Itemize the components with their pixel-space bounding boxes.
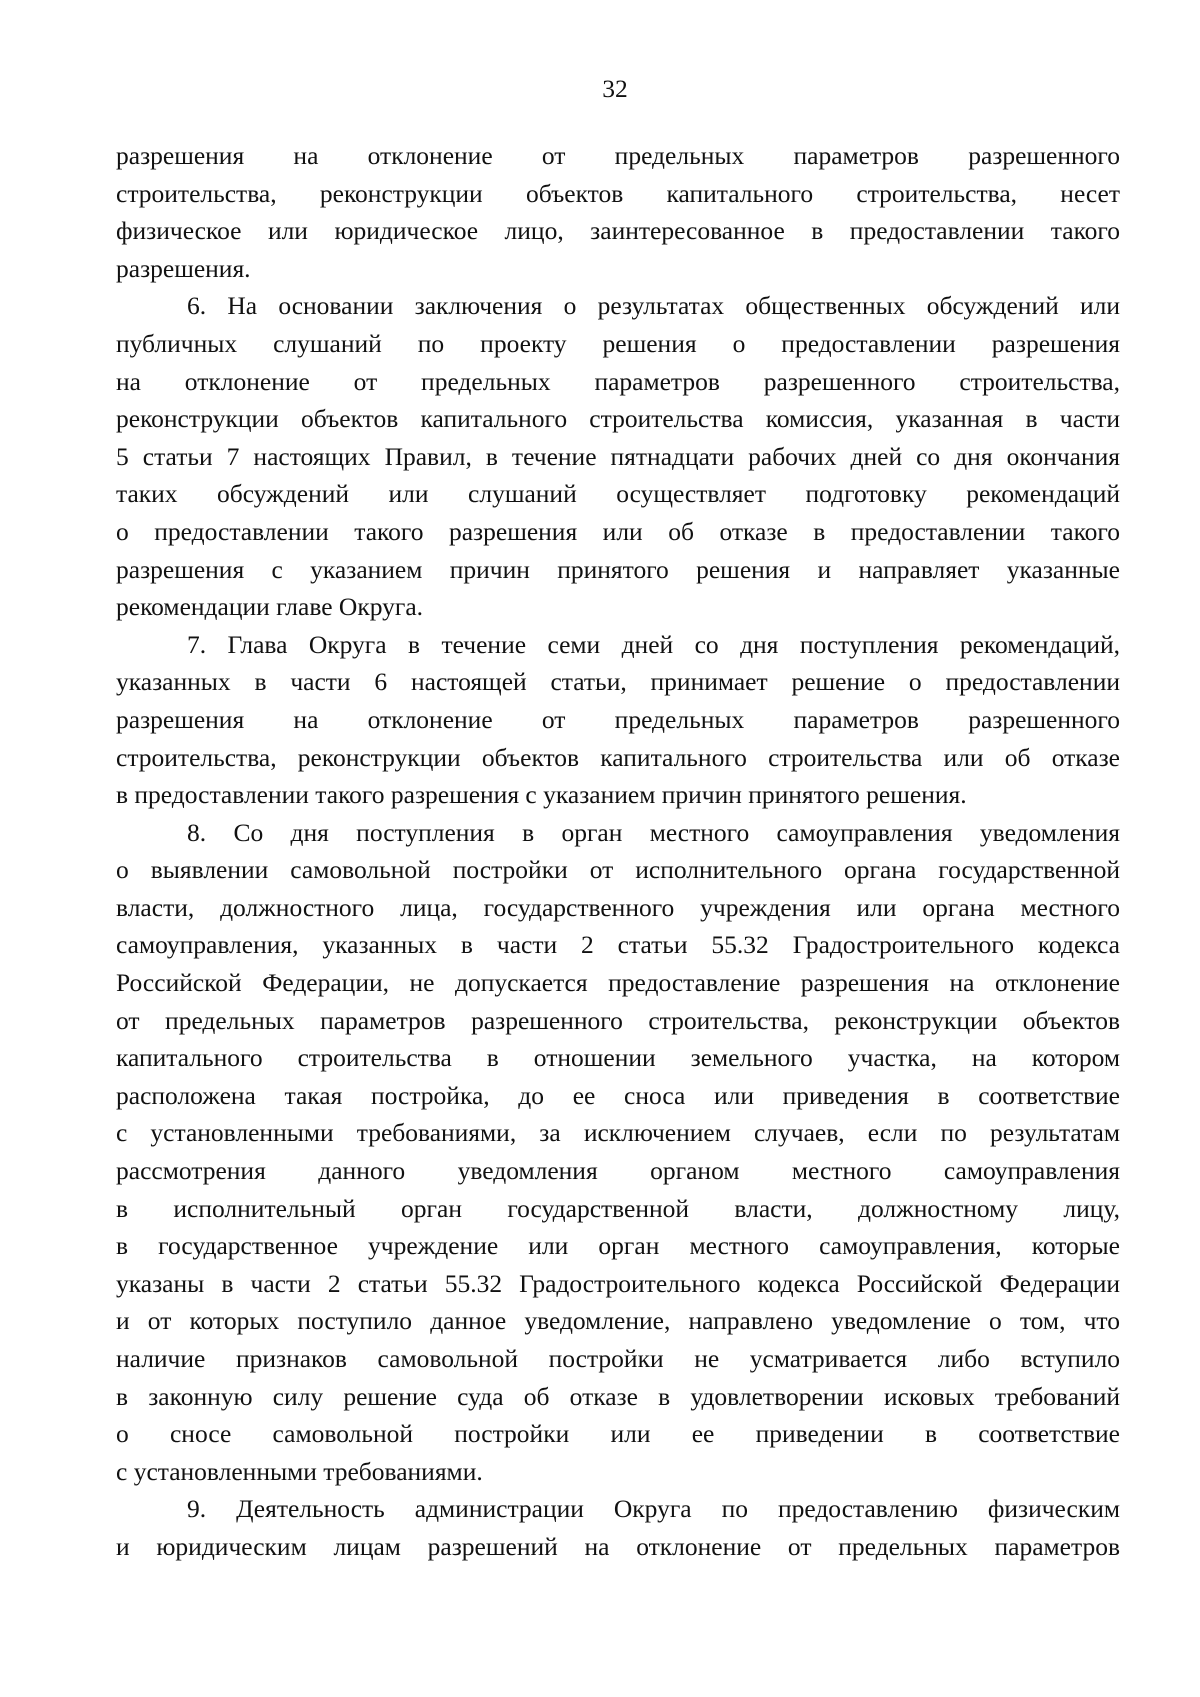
text-line: в государственное учреждение или орган местного самоуправления, которые [116, 1231, 1120, 1261]
text-line: Российской Федерации, не допускается предоставление разрешения на отклонение [116, 968, 1120, 998]
text-line: указанных в части 6 настоящей статьи, принимает решение о предоставлении [116, 667, 1120, 697]
text-line: наличие признаков самовольной постройки не усматривается либо вступило [116, 1344, 1120, 1373]
text-line: в исполнительный орган государственной власти, должностному лицу, [116, 1193, 1120, 1223]
text-line: рекомендации главе Округа. [116, 592, 424, 622]
text-line: власти, должностного лица, государственного учреждения или органа местного [116, 892, 1120, 922]
text-line: реконструкции объектов капитального строительства комиссия, указанная в части [116, 404, 1120, 434]
text-line: разрешения на отклонение от предельных параметров разрешенного [116, 704, 1120, 734]
text-line: 9. Деятельность администрации Округа по предоставлению физическим [187, 1494, 1120, 1524]
text-line: самоуправления, указанных в части 2 статьи 55.32 Градостроительного кодекса [116, 930, 1120, 960]
text-line: физическое или юридическое лицо, заинтересованное в предоставлении такого [116, 216, 1120, 246]
text-line: с установленными требованиями, за исключением случаев, если по результатам [116, 1118, 1120, 1148]
text-line: разрешения с указанием причин принятого решения и направляет указанные [116, 554, 1120, 584]
text-line: 6. На основании заключения о результатах общественных обсуждений или [187, 291, 1120, 321]
text-line: строительства, реконструкции объектов капитального строительства, несет [116, 178, 1120, 208]
text-line: на отклонение от предельных параметров разрешенного строительства, [116, 366, 1120, 396]
text-line: указаны в части 2 статьи 55.32 Градостроительного кодекса Российской Федерации [116, 1268, 1120, 1298]
text-line: о сносе самовольной постройки или ее приведении в соответствие [116, 1419, 1120, 1449]
text-line: капитального строительства в отношении земельного участка, на котором [116, 1043, 1120, 1073]
document-body [116, 137, 1120, 1566]
page-number: 32 [602, 74, 628, 103]
text-line: 8. Со дня поступления в орган местного самоуправления уведомления [187, 817, 1120, 847]
text-line: в предоставлении такого разрешения с указанием причин принятого решения. [116, 780, 967, 810]
text-line: 7. Глава Округа в течение семи дней со дня поступления рекомендаций, [187, 629, 1120, 659]
text-line: от предельных параметров разрешенного строительства, реконструкции объектов [116, 1005, 1120, 1035]
text-line: таких обсуждений или слушаний осуществляет подготовку рекомендаций [116, 479, 1120, 509]
text-line: и юридическим лицам разрешений на отклонение от предельных параметров [116, 1531, 1120, 1561]
text-line: строительства, реконструкции объектов капитального строительства или об отказе [116, 742, 1120, 772]
text-line: разрешения на отклонение от предельных параметров разрешенного [116, 141, 1120, 170]
text-line: с установленными требованиями. [116, 1456, 483, 1486]
text-line: разрешения. [116, 253, 251, 283]
text-line: рассмотрения данного уведомления органом местного самоуправления [116, 1156, 1120, 1186]
text-line: в законную силу решение суда об отказе в удовлетворении исковых требований [116, 1381, 1120, 1411]
text-line: о выявлении самовольной постройки от исполнительного органа государственной [116, 855, 1120, 885]
text-line: 5 статьи 7 настоящих Правил, в течение пятнадцати рабочих дней со дня окончания [116, 441, 1120, 471]
text-line: о предоставлении такого разрешения или об отказе в предоставлении такого [116, 516, 1120, 546]
text-line: расположена такая постройка, до ее сноса или приведения в соответствие [116, 1080, 1120, 1110]
text-line: публичных слушаний по проекту решения о предоставлении разрешения [116, 328, 1120, 358]
text-line: и от которых поступило данное уведомление, направлено уведомление о том, что [116, 1306, 1120, 1336]
